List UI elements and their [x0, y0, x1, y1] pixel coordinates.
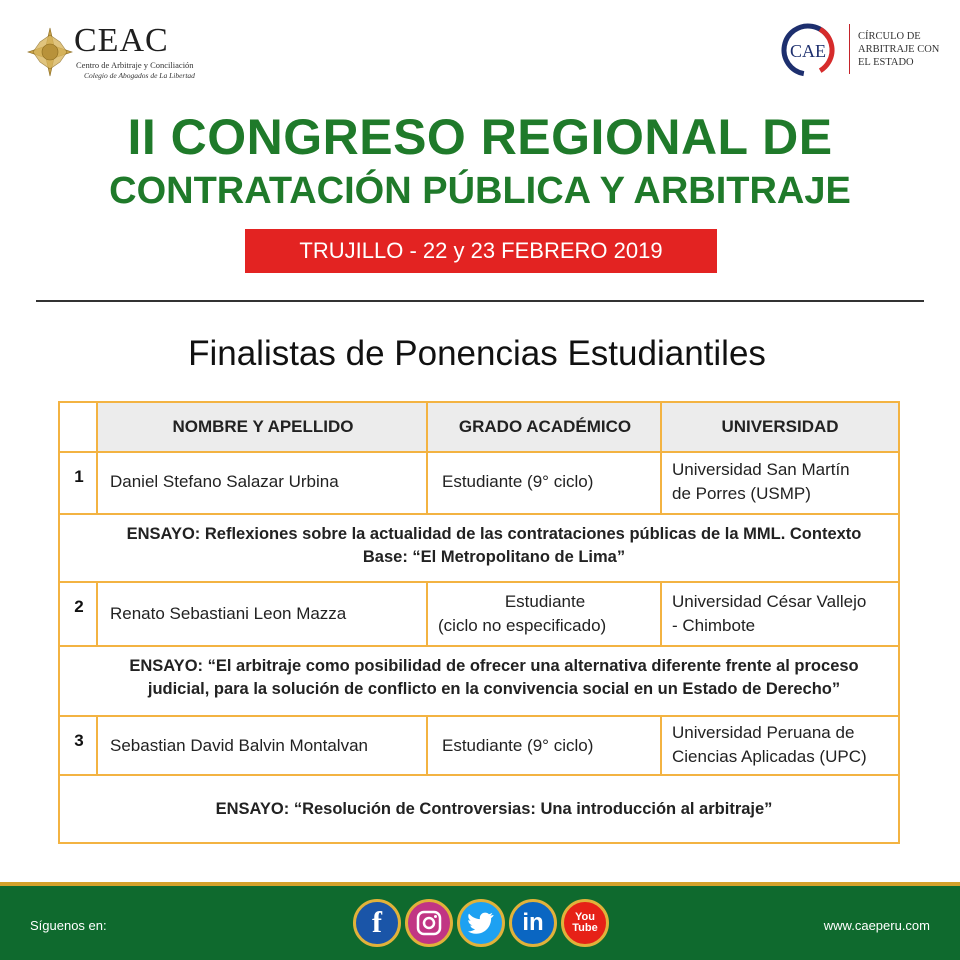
essay-title-line-1: ENSAYO: “Resolución de Controversias: Una introducción al arbitraje” — [215, 800, 773, 818]
column-separator — [426, 403, 428, 513]
university-line-1: Universidad Peruana de — [672, 723, 855, 742]
row-separator — [60, 451, 898, 453]
essay-title-line-2: judicial, para la solución de conflicto en la convivencia social en un Estado de Derecho” — [147, 680, 841, 698]
cae-logo — [778, 20, 938, 80]
column-separator — [660, 403, 662, 513]
row-number: 2 — [74, 597, 84, 616]
page-subtitle: Finalistas de Ponencias Estudiantiles — [188, 334, 766, 373]
ceac-star-icon — [24, 26, 76, 78]
header-university: UNIVERSIDAD — [721, 417, 839, 436]
header-name: NOMBRE Y APELLIDO — [172, 417, 354, 436]
cae-line-1: CÍRCULO DE — [858, 31, 921, 42]
row-number: 3 — [74, 731, 84, 750]
title-line-1: II CONGRESO REGIONAL DE — [127, 109, 833, 165]
instagram-glyph — [416, 910, 442, 936]
ceac-logo — [24, 24, 194, 88]
row-separator — [60, 513, 898, 515]
twitter-glyph — [468, 912, 494, 934]
cae-divider — [849, 24, 850, 74]
date-badge: TRUJILLO - 22 y 23 FEBRERO 2019 — [245, 229, 717, 273]
cae-ring-icon — [778, 20, 838, 80]
youtube-you: You — [575, 911, 595, 923]
essay-title-line-2: Base: “El Metropolitano de Lima” — [362, 548, 626, 566]
header-grade: GRADO ACADÉMICO — [458, 417, 632, 436]
youtube-icon[interactable] — [561, 899, 609, 947]
linkedin-icon[interactable] — [509, 899, 557, 947]
row-separator — [60, 715, 898, 717]
website-link[interactable]: www.caeperu.com — [823, 918, 930, 933]
cae-line-2: ARBITRAJE CON — [858, 44, 940, 55]
academic-grade: Estudiante (9° ciclo) — [442, 736, 594, 755]
instagram-icon[interactable] — [405, 899, 453, 947]
finalist-name: Daniel Stefano Salazar Urbina — [110, 472, 339, 491]
academic-grade-detail: (ciclo no especificado) — [438, 616, 607, 635]
university-line-2: - Chimbote — [672, 616, 756, 635]
academic-grade: Estudiante (9° ciclo) — [442, 472, 594, 491]
row-separator — [60, 774, 898, 776]
ceac-subtitle: Centro de Arbitraje y Conciliación — [76, 60, 194, 70]
ceac-name: CEAC — [74, 22, 169, 59]
academic-grade: Estudiante — [504, 592, 586, 611]
finalist-name: Sebastian David Balvin Montalvan — [110, 736, 368, 755]
finalists-table — [58, 401, 900, 844]
column-separator — [426, 715, 428, 774]
essay-title-line-1: ENSAYO: “El arbitraje como posibilidad de ofrecer una alternativa diferente frente al proceso — [129, 657, 859, 675]
row-number: 1 — [74, 467, 84, 486]
cae-line-3: EL ESTADO — [858, 57, 914, 68]
divider-rule — [36, 300, 924, 302]
ceac-college: Colegio de Abogados de La Libertad — [84, 71, 195, 80]
university-line-1: Universidad César Vallejo — [672, 592, 867, 611]
finalist-name: Renato Sebastiani Leon Mazza — [110, 604, 347, 623]
twitter-icon[interactable] — [457, 899, 505, 947]
follow-us-label: Síguenos en: — [30, 918, 107, 933]
facebook-letter: f — [372, 906, 382, 939]
title-line-2: CONTRATACIÓN PÚBLICA Y ARBITRAJE — [109, 170, 851, 212]
column-separator — [660, 715, 662, 774]
column-separator — [96, 403, 98, 513]
university-line-2: de Porres (USMP) — [672, 484, 811, 503]
cae-mark: CAE — [790, 41, 826, 61]
footer-accent-line — [0, 882, 960, 886]
row-separator — [60, 581, 898, 583]
row-separator — [60, 645, 898, 647]
youtube-tube: Tube — [572, 922, 598, 934]
essay-title-line-1: ENSAYO: Reflexiones sobre la actualidad de las contrataciones públicas de la MML. Contexto — [126, 525, 862, 543]
facebook-icon[interactable] — [353, 899, 401, 947]
linkedin-letters: in — [522, 909, 544, 936]
university-line-1: Universidad San Martín — [672, 460, 850, 479]
cae-text — [858, 30, 939, 69]
university-line-2: Ciencias Aplicadas (UPC) — [672, 747, 867, 766]
